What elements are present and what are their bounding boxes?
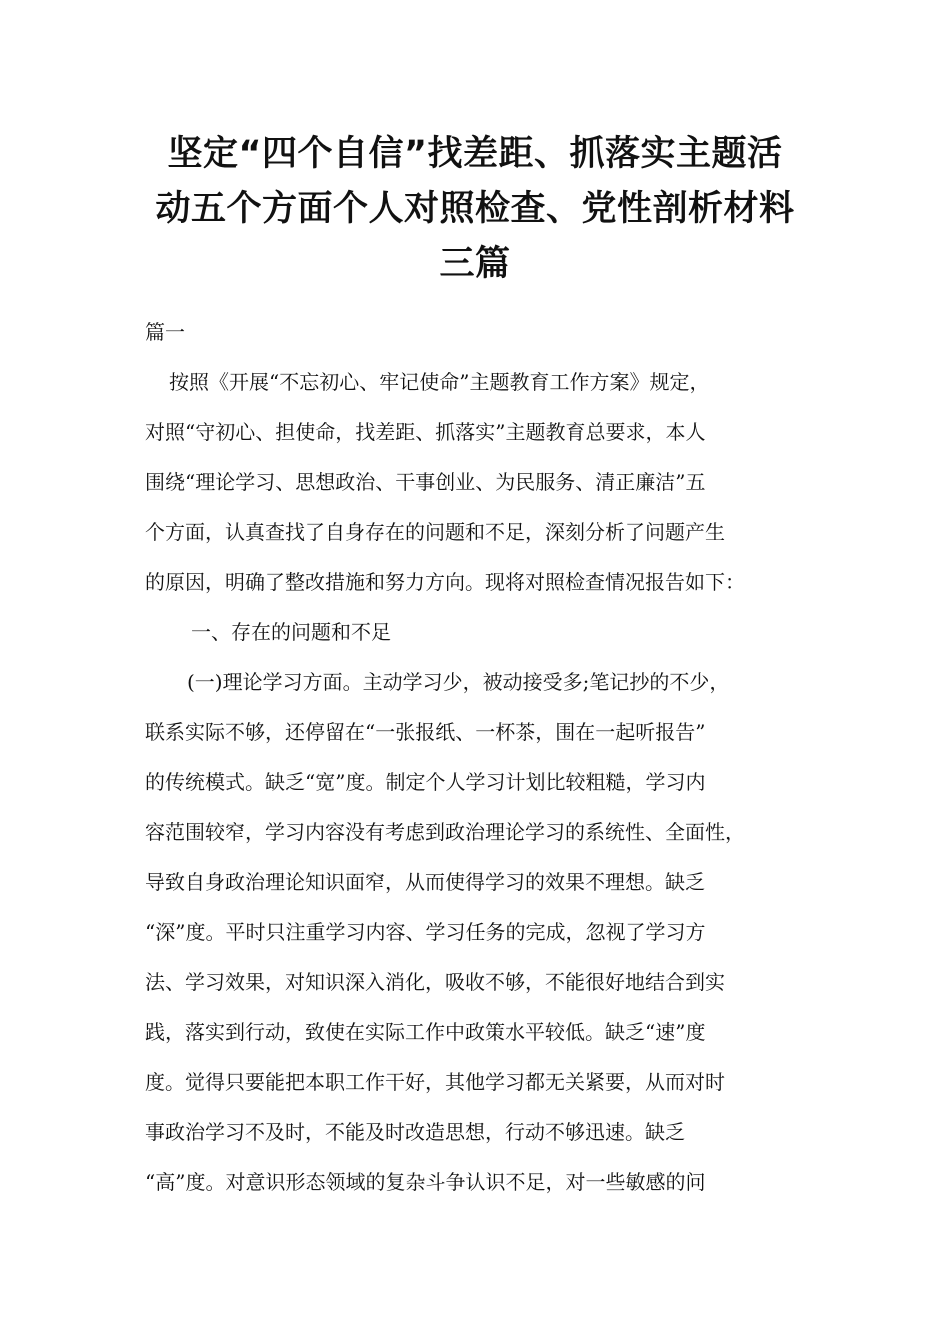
paragraph-line: 导致自身政治理论知识面窄，从而使得学习的效果不理想。缺乏 xyxy=(145,870,705,894)
paragraph-line: 法、学习效果，对知识深入消化，吸收不够，不能很好地结合到实 xyxy=(145,970,725,994)
intro-line: 围绕“理论学习、思想政治、干事创业、为民服务、清正廉洁”五 xyxy=(145,470,706,494)
section-label: 篇一 xyxy=(145,320,185,344)
title-line: 三篇 xyxy=(439,244,511,284)
paragraph-line: “高”度。对意识形态领域的复杂斗争认识不足，对一些敏感的问 xyxy=(145,1170,706,1194)
intro-line: 的原因，明确了整改措施和努力方向。现将对照检查情况报告如下： xyxy=(145,570,745,594)
document-body xyxy=(145,307,805,1207)
document-title xyxy=(120,127,830,292)
paragraph-line: 联系实际不够，还停留在“一张报纸、一杯茶，围在一起听报告” xyxy=(145,720,706,744)
intro-line: 按照《开展“不忘初心、牢记使命”主题教育工作方案》规定， xyxy=(169,370,710,394)
paragraph-line: 容范围较窄，学习内容没有考虑到政治理论学习的系统性、全面性， xyxy=(145,820,745,844)
title-line: 动五个方面个人对照检查、党性剖析材料 xyxy=(155,189,795,229)
paragraph-line: (一)理论学习方面。主动学习少，被动接受多;笔记抄的不少， xyxy=(187,670,730,694)
title-line: 坚定“四个自信”找差距、抓落实主题活 xyxy=(167,134,783,174)
section-heading: 一、存在的问题和不足 xyxy=(191,620,391,644)
paragraph-line: 事政治学习不及时，不能及时改造思想，行动不够迅速。缺乏 xyxy=(145,1120,685,1144)
paragraph-line: 践，落实到行动，致使在实际工作中政策水平较低。缺乏“速”度 xyxy=(145,1020,706,1044)
paragraph-line: 的传统模式。缺乏“宽”度。制定个人学习计划比较粗糙，学习内 xyxy=(145,770,706,794)
paragraph-line: “深”度。平时只注重学习内容、学习任务的完成，忽视了学习方 xyxy=(145,920,706,944)
intro-line: 对照“守初心、担使命，找差距、抓落实”主题教育总要求，本人 xyxy=(145,420,706,444)
intro-line: 个方面，认真查找了自身存在的问题和不足，深刻分析了问题产生 xyxy=(145,520,725,544)
paragraph-line: 度。觉得只要能把本职工作干好，其他学习都无关紧要，从而对时 xyxy=(145,1070,725,1094)
